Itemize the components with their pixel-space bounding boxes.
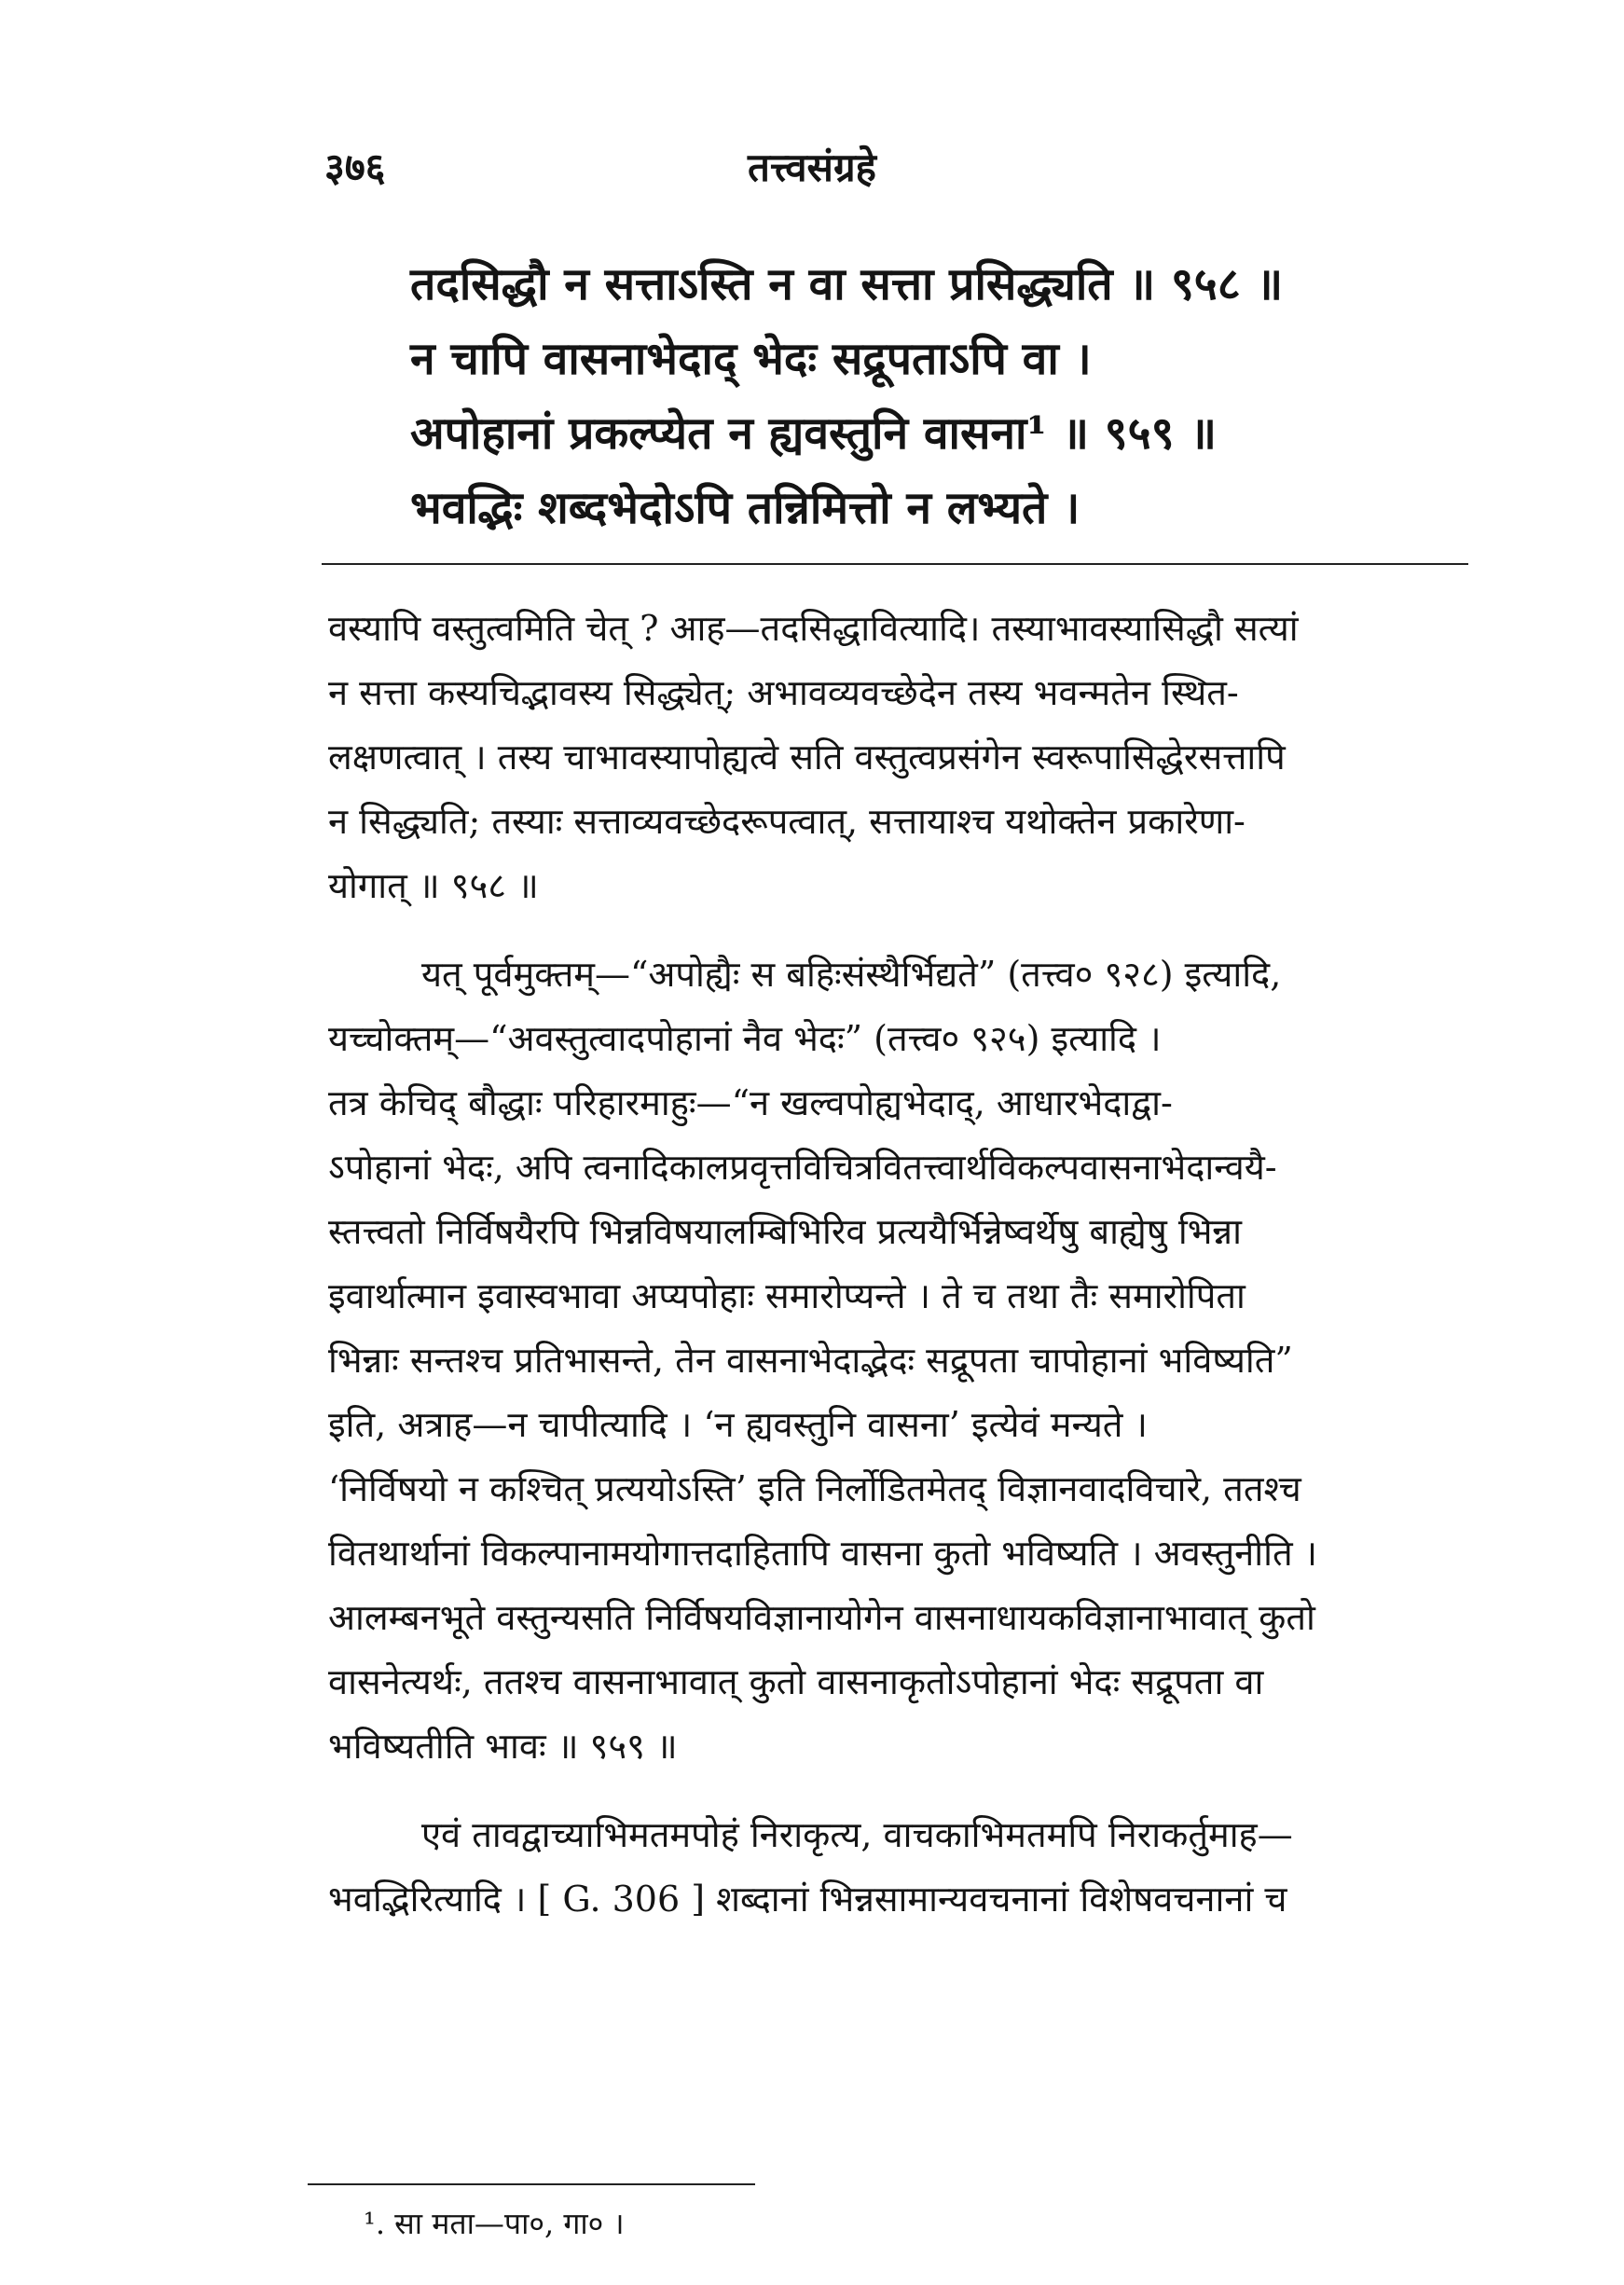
commentary-line: यच्चोक्तम्—“अवस्तुत्वादपोहानां नैव भेदः” (तत्त्व० ९२५) इत्यादि ।: [328, 1018, 1162, 1059]
commentary-line: आलम्बनभूते वस्तुन्यसति निर्विषयविज्ञानायोगेन वासनाधायकविज्ञानाभावात् कुतो: [328, 1597, 1315, 1638]
verse-line: तदसिद्धौ न सत्ताऽस्ति न वा सत्ता प्रसिद्ध्यति ॥ ९५८ ॥: [410, 258, 1284, 310]
commentary-line: ऽपोहानां भेदः, अपि त्वनादिकालप्रवृत्तविचित्रवितत्त्वार्थविकल्पवासनाभेदान्वयै-: [328, 1147, 1277, 1188]
commentary-line: न सिद्ध्यति; तस्याः सत्ताव्यवच्छेदरूपत्वात्, सत्तायाश्च यथोक्तेन प्रकारेणा-: [328, 801, 1246, 842]
commentary-line: इवार्थात्मान इवास्वभावा अप्यपोहाः समारोप्यन्ते । ते च तथा तैः समारोपिता: [328, 1275, 1246, 1316]
commentary-line: लक्षणत्वात् । तस्य चाभावस्यापोह्यत्वे सति वस्तुत्वप्रसंगेन स्वरूपासिद्धेरसत्तापि: [328, 736, 1286, 778]
page-header: [0, 140, 1624, 205]
commentary-line: वितथार्थानां विकल्पानामयोगात्तदाहितापि वासना कुतो भविष्यति । अवस्तुनीति ।: [328, 1533, 1318, 1574]
commentary-paragraph: [328, 1803, 1475, 1932]
running-title: तत्त्वसंग्रहे: [748, 145, 876, 190]
commentary-line: भविष्यतीति भावः ॥ ९५९ ॥: [328, 1726, 678, 1767]
commentary-line: भवद्भिरित्यादि । [ G. 306 ] शब्दानां भिन्नसामान्यवचनानां विशेषवचनानां च: [328, 1879, 1287, 1920]
footnote: ¹. सा मता—पा०, गा० ।: [364, 2206, 625, 2241]
verse-divider: [322, 563, 1468, 565]
commentary-line: वासनेत्यर्थः, ततश्च वासनाभावात् कुतो वासनाकृतोऽपोहानां भेदः सद्रूपता वा: [328, 1661, 1264, 1702]
commentary-line: एवं तावद्वाच्याभिमतमपोहं निराकृत्य, वाचकाभिमतमपि निराकर्तुमाह—: [421, 1814, 1293, 1855]
commentary-line: तत्र केचिद् बौद्धाः परिहारमाहुः—“न खल्वपोह्यभेदाद्, आधारभेदाद्वा-: [328, 1082, 1173, 1123]
commentary-line: इति, अत्राह—न चापीत्यादि । ‘न ह्यवस्तुनि वासना’ इत्येवं मन्यते ।: [328, 1404, 1148, 1445]
commentary-line: यत् पूर्वमुक्तम्—“अपोह्यैः स बहिःसंस्थैर्भिद्यते” (तत्त्व० ९२८) इत्यादि,: [421, 954, 1282, 995]
footnote-divider: [308, 2183, 755, 2185]
commentary-line: योगात् ॥ ९५८ ॥: [328, 865, 539, 906]
commentary-line: न सत्ता कस्यचिद्भावस्य सिद्ध्येत्; अभावव्यवच्छेदेन तस्य भवन्मतेन स्थित-: [328, 672, 1239, 713]
page-number: ३७६: [324, 145, 386, 190]
commentary-paragraph: [328, 597, 1475, 918]
commentary-block: [328, 597, 1475, 1956]
verse-block: [410, 247, 1454, 545]
commentary-line: स्तत्त्वतो निर्विषयैरपि भिन्नविषयालम्बिभिरिव प्रत्ययैर्भिन्नेष्वर्थेषु बाह्येषु भिन्ना: [328, 1211, 1242, 1252]
commentary-line: ‘निर्विषयो न कश्चित् प्रत्ययोऽस्ति’ इति निर्लोडितमेतद् विज्ञानवादविचारे, ततश्च: [328, 1468, 1301, 1509]
verse-line: भवद्भिः शब्दभेदोऽपि तन्निमित्तो न लभ्यते ।: [410, 482, 1080, 534]
commentary-line: वस्यापि वस्तुत्वमिति चेत् ? आह—तदसिद्धावित्यादि। तस्याभावस्यासिद्धौ सत्यां: [328, 608, 1299, 649]
verse-line: न चापि वासनाभेदाद् भेदः सद्रूपताऽपि वा ।: [410, 333, 1092, 385]
commentary-paragraph: [328, 943, 1475, 1779]
verse-line: अपोहानां प्रकल्प्येत न ह्यवस्तुनि वासना¹ ॥ ९५९ ॥: [410, 407, 1218, 460]
commentary-line: भिन्नाः सन्तश्च प्रतिभासन्ते, तेन वासनाभेदाद्भेदः सद्रूपता चापोहानां भविष्यति”: [328, 1340, 1293, 1381]
